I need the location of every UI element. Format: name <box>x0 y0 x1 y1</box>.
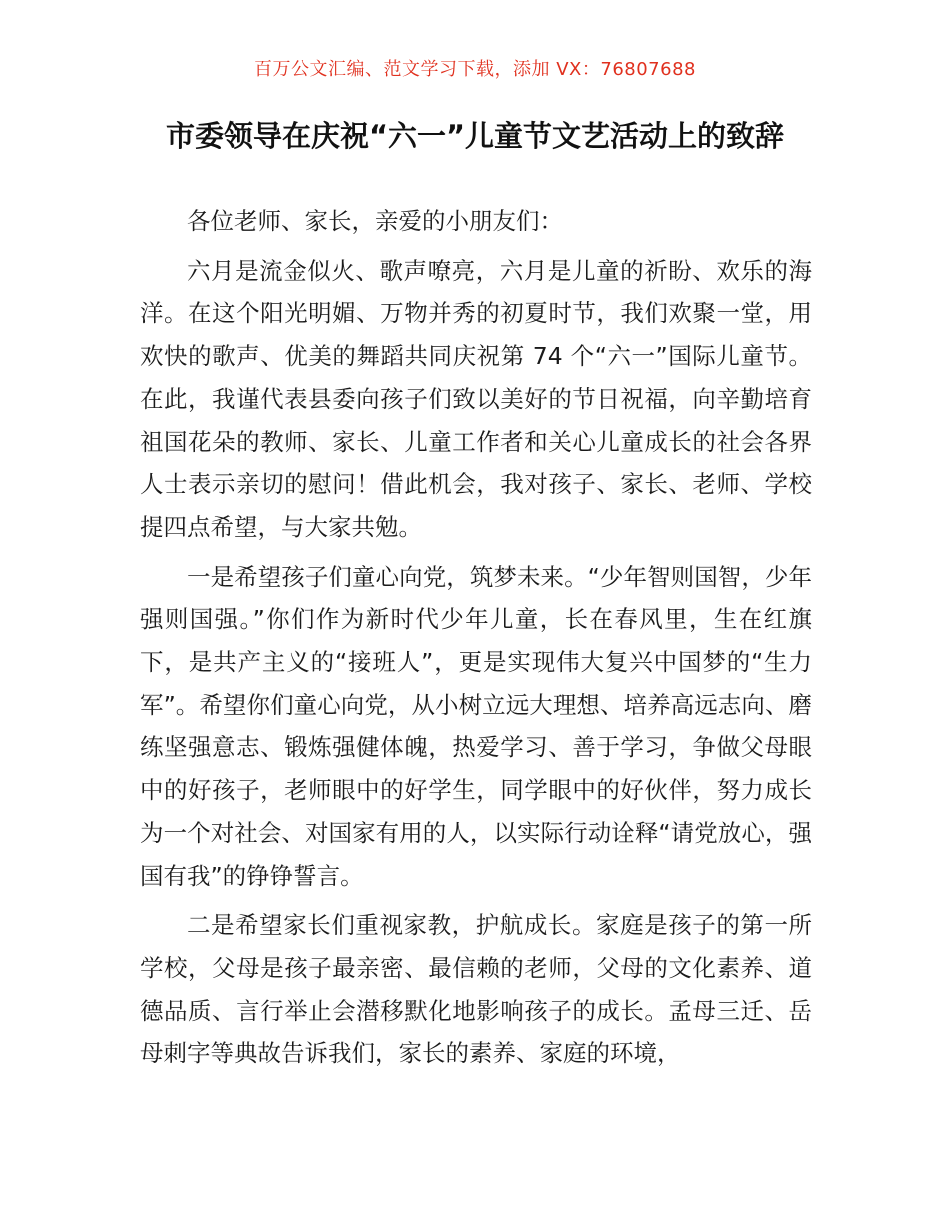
body-paragraph: 一是希望孩子们童心向党，筑梦未来。“少年智则国智，少年强则国强。”你们作为新时代少年儿童，长在春风里，生在红旗下，是共产主义的“接班人”，更是实现伟大复兴中国梦的“生力军”。希望你们童心向党，从小树立远大理想、培养高远志向、磨练坚强意志、锻炼强健体魄，热爱学习、善于学习，争做父母眼中的好孩子，老师眼中的好学生，同学眼中的好伙伴，努力成长为一个对社会、对国家有用的人，以实际行动诠释“请党放心，强国有我”的铮铮誓言。 <box>140 562 812 890</box>
document-body <box>140 200 812 1082</box>
salutation-paragraph: 各位老师、家长，亲爱的小朋友们： <box>187 207 563 235</box>
body-paragraph: 二是希望家长们重视家教，护航成长。家庭是孩子的第一所学校，父母是孩子最亲密、最信赖的老师，父母的文化素养、道德品质、言行举止会潜移默化地影响孩子的成长。孟母三迁、岳母刺字等典故告诉我们，家长的素养、家庭的环境， <box>140 911 812 1068</box>
document-title: 市委领导在庆祝“六一”儿童节文艺活动上的致辞 <box>165 119 785 153</box>
body-paragraph: 六月是流金似火、歌声嘹亮，六月是儿童的祈盼、欢乐的海洋。在这个阳光明媚、万物并秀的初夏时节，我们欢聚一堂，用欢快的歌声、优美的舞蹈共同庆祝第 74 个“六一”国际儿童节。在此，我谨代表县委向孩子们致以美好的节日祝福，向辛勤培育祖国花朵的教师、家长、儿童工作者和关心儿童成长的社会各界人士表示亲切的慰问！借此机会，我对孩子、家长、老师、学校提四点希望，与大家共勉。 <box>140 256 812 541</box>
header-banner: 百万公文汇编、范文学习下载，添加 VX：76807688 <box>254 59 696 80</box>
